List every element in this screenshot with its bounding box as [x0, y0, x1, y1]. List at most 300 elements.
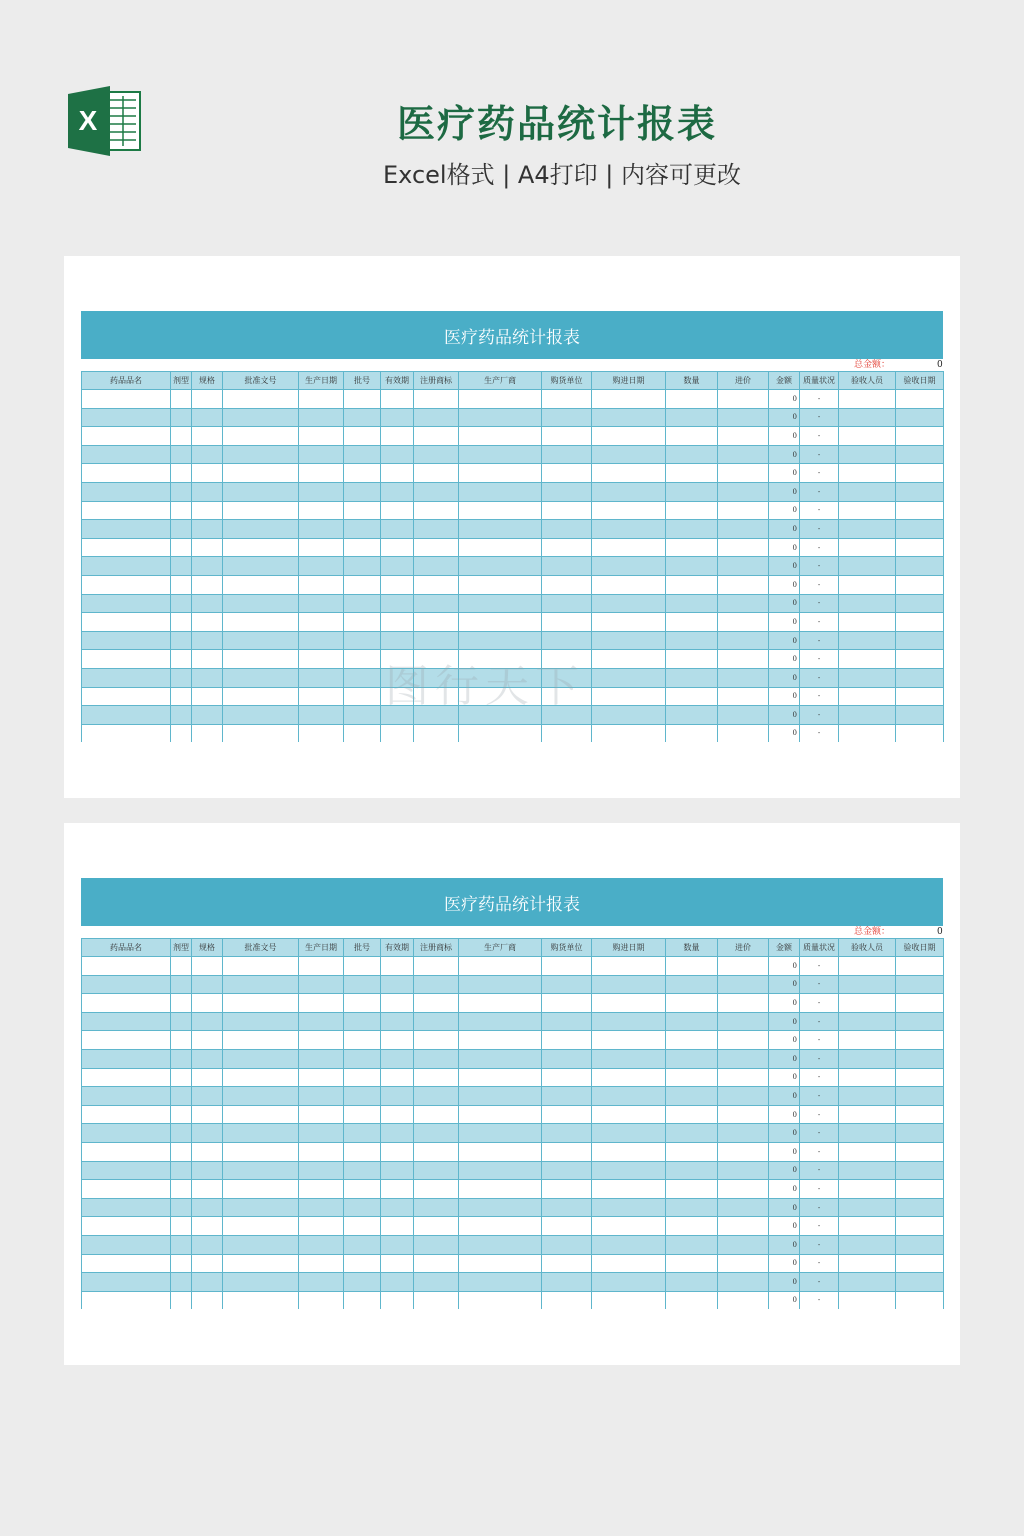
table-cell[interactable] — [839, 1142, 896, 1161]
amount-cell[interactable]: 0 — [769, 1273, 800, 1292]
table-cell[interactable] — [459, 650, 542, 669]
table-cell[interactable] — [666, 557, 718, 576]
table-cell[interactable] — [82, 575, 171, 594]
table-cell[interactable] — [381, 1254, 414, 1273]
table-cell[interactable] — [414, 594, 459, 613]
table-cell[interactable] — [542, 538, 592, 557]
table-cell[interactable] — [344, 1217, 381, 1236]
table-cell[interactable] — [344, 594, 381, 613]
table-cell[interactable] — [299, 482, 344, 501]
table-cell[interactable] — [192, 1217, 223, 1236]
table-cell[interactable] — [542, 390, 592, 409]
amount-cell[interactable]: 0 — [769, 957, 800, 976]
table-cell[interactable] — [666, 1235, 718, 1254]
quality-cell[interactable]: - — [800, 1105, 839, 1124]
table-cell[interactable] — [82, 1254, 171, 1273]
table-cell[interactable] — [344, 1068, 381, 1087]
table-cell[interactable] — [839, 1049, 896, 1068]
table-cell[interactable] — [344, 1049, 381, 1068]
table-cell[interactable] — [459, 1068, 542, 1087]
table-cell[interactable] — [381, 538, 414, 557]
quality-cell[interactable]: - — [800, 427, 839, 446]
table-cell[interactable] — [839, 1198, 896, 1217]
table-cell[interactable] — [223, 1124, 299, 1143]
table-cell[interactable] — [344, 724, 381, 742]
table-cell[interactable] — [592, 1161, 666, 1180]
table-cell[interactable] — [896, 520, 944, 539]
table-cell[interactable] — [542, 724, 592, 742]
table-cell[interactable] — [542, 1217, 592, 1236]
amount-cell[interactable]: 0 — [769, 520, 800, 539]
table-cell[interactable] — [414, 1291, 459, 1309]
table-cell[interactable] — [223, 427, 299, 446]
table-cell[interactable] — [666, 1273, 718, 1292]
table-cell[interactable] — [171, 957, 192, 976]
table-cell[interactable] — [381, 594, 414, 613]
amount-cell[interactable]: 0 — [769, 1012, 800, 1031]
table-cell[interactable] — [592, 520, 666, 539]
table-cell[interactable] — [171, 706, 192, 725]
table-cell[interactable] — [299, 1180, 344, 1199]
table-cell[interactable] — [666, 1087, 718, 1106]
table-cell[interactable] — [381, 706, 414, 725]
table-cell[interactable] — [896, 1291, 944, 1309]
table-cell[interactable] — [344, 687, 381, 706]
table-cell[interactable] — [542, 1087, 592, 1106]
table-cell[interactable] — [82, 975, 171, 994]
table-cell[interactable] — [171, 1217, 192, 1236]
table-cell[interactable] — [223, 538, 299, 557]
amount-cell[interactable]: 0 — [769, 445, 800, 464]
table-cell[interactable] — [82, 631, 171, 650]
table-cell[interactable] — [344, 1105, 381, 1124]
table-cell[interactable] — [839, 557, 896, 576]
quality-cell[interactable]: - — [800, 1068, 839, 1087]
table-cell[interactable] — [381, 1068, 414, 1087]
table-cell[interactable] — [171, 390, 192, 409]
table-cell[interactable] — [192, 1087, 223, 1106]
table-cell[interactable] — [223, 1217, 299, 1236]
table-cell[interactable] — [542, 575, 592, 594]
table-cell[interactable] — [459, 994, 542, 1013]
table-cell[interactable] — [896, 575, 944, 594]
table-cell[interactable] — [592, 668, 666, 687]
table-cell[interactable] — [896, 501, 944, 520]
table-cell[interactable] — [192, 1161, 223, 1180]
table-cell[interactable] — [718, 1031, 769, 1050]
quality-cell[interactable]: - — [800, 1198, 839, 1217]
amount-cell[interactable]: 0 — [769, 706, 800, 725]
table-cell[interactable] — [839, 687, 896, 706]
table-cell[interactable] — [381, 613, 414, 632]
table-cell[interactable] — [542, 1031, 592, 1050]
table-cell[interactable] — [299, 1087, 344, 1106]
table-cell[interactable] — [171, 482, 192, 501]
table-cell[interactable] — [592, 464, 666, 483]
table-cell[interactable] — [592, 1087, 666, 1106]
table-cell[interactable] — [592, 408, 666, 427]
table-cell[interactable] — [839, 427, 896, 446]
table-cell[interactable] — [192, 1180, 223, 1199]
table-cell[interactable] — [718, 613, 769, 632]
table-cell[interactable] — [718, 1273, 769, 1292]
table-cell[interactable] — [414, 557, 459, 576]
table-cell[interactable] — [299, 1105, 344, 1124]
table-cell[interactable] — [839, 613, 896, 632]
table-cell[interactable] — [718, 1087, 769, 1106]
table-cell[interactable] — [666, 1012, 718, 1031]
table-cell[interactable] — [344, 482, 381, 501]
table-cell[interactable] — [344, 408, 381, 427]
amount-cell[interactable]: 0 — [769, 464, 800, 483]
table-cell[interactable] — [223, 464, 299, 483]
table-cell[interactable] — [666, 1031, 718, 1050]
table-cell[interactable] — [381, 464, 414, 483]
table-cell[interactable] — [299, 1049, 344, 1068]
table-cell[interactable] — [592, 1217, 666, 1236]
table-cell[interactable] — [718, 464, 769, 483]
table-cell[interactable] — [414, 1142, 459, 1161]
table-cell[interactable] — [896, 464, 944, 483]
table-cell[interactable] — [192, 1291, 223, 1309]
amount-cell[interactable]: 0 — [769, 724, 800, 742]
table-cell[interactable] — [414, 706, 459, 725]
table-cell[interactable] — [381, 631, 414, 650]
table-cell[interactable] — [666, 994, 718, 1013]
table-cell[interactable] — [592, 706, 666, 725]
table-cell[interactable] — [666, 1180, 718, 1199]
table-cell[interactable] — [171, 575, 192, 594]
table-cell[interactable] — [223, 594, 299, 613]
table-cell[interactable] — [592, 482, 666, 501]
quality-cell[interactable]: - — [800, 613, 839, 632]
table-cell[interactable] — [542, 1180, 592, 1199]
table-cell[interactable] — [344, 1087, 381, 1106]
table-cell[interactable] — [223, 1142, 299, 1161]
table-cell[interactable] — [542, 1049, 592, 1068]
table-cell[interactable] — [666, 501, 718, 520]
table-cell[interactable] — [344, 613, 381, 632]
table-cell[interactable] — [666, 575, 718, 594]
amount-cell[interactable]: 0 — [769, 1142, 800, 1161]
table-cell[interactable] — [414, 1124, 459, 1143]
table-cell[interactable] — [414, 464, 459, 483]
table-cell[interactable] — [192, 613, 223, 632]
table-cell[interactable] — [381, 1291, 414, 1309]
table-cell[interactable] — [542, 1012, 592, 1031]
quality-cell[interactable]: - — [800, 1180, 839, 1199]
table-cell[interactable] — [299, 1161, 344, 1180]
table-cell[interactable] — [381, 1161, 414, 1180]
table-cell[interactable] — [82, 957, 171, 976]
table-cell[interactable] — [223, 706, 299, 725]
amount-cell[interactable]: 0 — [769, 687, 800, 706]
table-cell[interactable] — [839, 594, 896, 613]
table-cell[interactable] — [344, 1161, 381, 1180]
table-cell[interactable] — [542, 1068, 592, 1087]
table-cell[interactable] — [299, 613, 344, 632]
table-cell[interactable] — [896, 557, 944, 576]
table-cell[interactable] — [171, 1254, 192, 1273]
quality-cell[interactable]: - — [800, 1235, 839, 1254]
quality-cell[interactable]: - — [800, 1291, 839, 1309]
table-cell[interactable] — [414, 650, 459, 669]
table-cell[interactable] — [414, 687, 459, 706]
table-cell[interactable] — [381, 408, 414, 427]
table-cell[interactable] — [344, 1198, 381, 1217]
amount-cell[interactable]: 0 — [769, 538, 800, 557]
table-cell[interactable] — [896, 1031, 944, 1050]
table-cell[interactable] — [666, 1049, 718, 1068]
table-cell[interactable] — [542, 994, 592, 1013]
table-cell[interactable] — [82, 1087, 171, 1106]
table-cell[interactable] — [414, 538, 459, 557]
table-cell[interactable] — [459, 631, 542, 650]
table-cell[interactable] — [299, 538, 344, 557]
table-cell[interactable] — [839, 464, 896, 483]
table-cell[interactable] — [896, 1142, 944, 1161]
table-cell[interactable] — [718, 1254, 769, 1273]
table-cell[interactable] — [299, 994, 344, 1013]
quality-cell[interactable]: - — [800, 482, 839, 501]
quality-cell[interactable]: - — [800, 1012, 839, 1031]
table-cell[interactable] — [381, 445, 414, 464]
table-cell[interactable] — [896, 408, 944, 427]
table-cell[interactable] — [223, 1180, 299, 1199]
amount-cell[interactable]: 0 — [769, 631, 800, 650]
table-cell[interactable] — [299, 557, 344, 576]
amount-cell[interactable]: 0 — [769, 1161, 800, 1180]
table-cell[interactable] — [299, 575, 344, 594]
table-cell[interactable] — [839, 650, 896, 669]
table-cell[interactable] — [718, 520, 769, 539]
amount-cell[interactable]: 0 — [769, 975, 800, 994]
quality-cell[interactable]: - — [800, 724, 839, 742]
table-cell[interactable] — [82, 1273, 171, 1292]
table-cell[interactable] — [666, 957, 718, 976]
table-cell[interactable] — [459, 1142, 542, 1161]
table-cell[interactable] — [192, 668, 223, 687]
table-cell[interactable] — [171, 1031, 192, 1050]
table-cell[interactable] — [223, 1031, 299, 1050]
table-cell[interactable] — [223, 501, 299, 520]
table-cell[interactable] — [381, 1142, 414, 1161]
table-cell[interactable] — [171, 1124, 192, 1143]
table-cell[interactable] — [192, 706, 223, 725]
table-cell[interactable] — [344, 706, 381, 725]
amount-cell[interactable]: 0 — [769, 1180, 800, 1199]
table-cell[interactable] — [542, 520, 592, 539]
table-cell[interactable] — [171, 1142, 192, 1161]
table-cell[interactable] — [666, 650, 718, 669]
table-cell[interactable] — [381, 1087, 414, 1106]
quality-cell[interactable]: - — [800, 687, 839, 706]
table-cell[interactable] — [414, 1235, 459, 1254]
table-cell[interactable] — [223, 994, 299, 1013]
table-cell[interactable] — [542, 1235, 592, 1254]
table-cell[interactable] — [171, 668, 192, 687]
quality-cell[interactable]: - — [800, 631, 839, 650]
table-cell[interactable] — [459, 1198, 542, 1217]
table-cell[interactable] — [718, 1180, 769, 1199]
table-cell[interactable] — [344, 668, 381, 687]
table-cell[interactable] — [223, 1012, 299, 1031]
table-cell[interactable] — [171, 445, 192, 464]
table-cell[interactable] — [299, 724, 344, 742]
table-cell[interactable] — [381, 1105, 414, 1124]
table-cell[interactable] — [542, 668, 592, 687]
table-cell[interactable] — [344, 1180, 381, 1199]
table-cell[interactable] — [839, 1012, 896, 1031]
table-cell[interactable] — [299, 1291, 344, 1309]
amount-cell[interactable]: 0 — [769, 1049, 800, 1068]
table-cell[interactable] — [459, 1161, 542, 1180]
table-cell[interactable] — [839, 668, 896, 687]
table-cell[interactable] — [82, 706, 171, 725]
table-cell[interactable] — [299, 1254, 344, 1273]
table-cell[interactable] — [414, 1105, 459, 1124]
table-cell[interactable] — [459, 724, 542, 742]
table-cell[interactable] — [414, 1273, 459, 1292]
quality-cell[interactable]: - — [800, 594, 839, 613]
table-cell[interactable] — [896, 1273, 944, 1292]
table-cell[interactable] — [381, 1217, 414, 1236]
table-cell[interactable] — [381, 1180, 414, 1199]
table-cell[interactable] — [171, 724, 192, 742]
table-cell[interactable] — [459, 1124, 542, 1143]
table-cell[interactable] — [223, 1235, 299, 1254]
table-cell[interactable] — [459, 1087, 542, 1106]
table-cell[interactable] — [839, 1031, 896, 1050]
table-cell[interactable] — [896, 1105, 944, 1124]
table-cell[interactable] — [414, 631, 459, 650]
table-cell[interactable] — [344, 994, 381, 1013]
table-cell[interactable] — [192, 650, 223, 669]
table-cell[interactable] — [459, 408, 542, 427]
table-cell[interactable] — [839, 1068, 896, 1087]
table-cell[interactable] — [839, 408, 896, 427]
table-cell[interactable] — [82, 1217, 171, 1236]
table-cell[interactable] — [223, 520, 299, 539]
table-cell[interactable] — [414, 1087, 459, 1106]
quality-cell[interactable]: - — [800, 464, 839, 483]
table-cell[interactable] — [459, 464, 542, 483]
table-cell[interactable] — [542, 557, 592, 576]
table-cell[interactable] — [299, 687, 344, 706]
table-cell[interactable] — [459, 706, 542, 725]
amount-cell[interactable]: 0 — [769, 650, 800, 669]
table-cell[interactable] — [192, 1124, 223, 1143]
table-cell[interactable] — [839, 1291, 896, 1309]
table-cell[interactable] — [344, 650, 381, 669]
table-cell[interactable] — [414, 408, 459, 427]
table-cell[interactable] — [592, 390, 666, 409]
table-cell[interactable] — [542, 1105, 592, 1124]
table-cell[interactable] — [718, 1124, 769, 1143]
table-cell[interactable] — [171, 1180, 192, 1199]
table-cell[interactable] — [459, 1254, 542, 1273]
table-cell[interactable] — [666, 1198, 718, 1217]
table-cell[interactable] — [592, 1180, 666, 1199]
table-cell[interactable] — [82, 408, 171, 427]
quality-cell[interactable]: - — [800, 408, 839, 427]
table-cell[interactable] — [192, 975, 223, 994]
table-cell[interactable] — [192, 1068, 223, 1087]
table-cell[interactable] — [542, 445, 592, 464]
table-cell[interactable] — [459, 957, 542, 976]
table-cell[interactable] — [223, 408, 299, 427]
table-cell[interactable] — [896, 668, 944, 687]
table-cell[interactable] — [459, 557, 542, 576]
table-cell[interactable] — [414, 1161, 459, 1180]
amount-cell[interactable]: 0 — [769, 613, 800, 632]
table-cell[interactable] — [718, 1217, 769, 1236]
table-cell[interactable] — [839, 482, 896, 501]
table-cell[interactable] — [459, 613, 542, 632]
table-cell[interactable] — [542, 631, 592, 650]
table-cell[interactable] — [223, 975, 299, 994]
table-cell[interactable] — [223, 575, 299, 594]
table-cell[interactable] — [459, 520, 542, 539]
table-cell[interactable] — [718, 1198, 769, 1217]
table-cell[interactable] — [718, 994, 769, 1013]
table-cell[interactable] — [718, 975, 769, 994]
table-cell[interactable] — [381, 482, 414, 501]
table-cell[interactable] — [381, 501, 414, 520]
table-cell[interactable] — [896, 1161, 944, 1180]
table-cell[interactable] — [223, 1291, 299, 1309]
table-cell[interactable] — [542, 706, 592, 725]
table-cell[interactable] — [171, 1273, 192, 1292]
table-cell[interactable] — [839, 1124, 896, 1143]
table-cell[interactable] — [459, 1180, 542, 1199]
table-cell[interactable] — [666, 594, 718, 613]
table-cell[interactable] — [299, 445, 344, 464]
amount-cell[interactable]: 0 — [769, 668, 800, 687]
table-cell[interactable] — [344, 1124, 381, 1143]
table-cell[interactable] — [192, 957, 223, 976]
quality-cell[interactable]: - — [800, 1273, 839, 1292]
table-cell[interactable] — [223, 613, 299, 632]
table-cell[interactable] — [82, 687, 171, 706]
table-cell[interactable] — [299, 1012, 344, 1031]
table-cell[interactable] — [414, 1012, 459, 1031]
table-cell[interactable] — [839, 631, 896, 650]
table-cell[interactable] — [223, 1049, 299, 1068]
table-cell[interactable] — [592, 957, 666, 976]
table-cell[interactable] — [896, 1124, 944, 1143]
table-cell[interactable] — [82, 1198, 171, 1217]
table-cell[interactable] — [171, 1161, 192, 1180]
table-cell[interactable] — [171, 613, 192, 632]
table-cell[interactable] — [666, 538, 718, 557]
table-cell[interactable] — [839, 575, 896, 594]
table-cell[interactable] — [299, 1124, 344, 1143]
table-cell[interactable] — [592, 650, 666, 669]
table-cell[interactable] — [459, 1031, 542, 1050]
table-cell[interactable] — [344, 520, 381, 539]
table-cell[interactable] — [299, 1031, 344, 1050]
table-cell[interactable] — [223, 557, 299, 576]
table-cell[interactable] — [223, 1254, 299, 1273]
table-cell[interactable] — [82, 1291, 171, 1309]
table-cell[interactable] — [718, 1049, 769, 1068]
table-cell[interactable] — [896, 957, 944, 976]
table-cell[interactable] — [82, 427, 171, 446]
table-cell[interactable] — [839, 975, 896, 994]
table-cell[interactable] — [592, 724, 666, 742]
table-cell[interactable] — [381, 390, 414, 409]
